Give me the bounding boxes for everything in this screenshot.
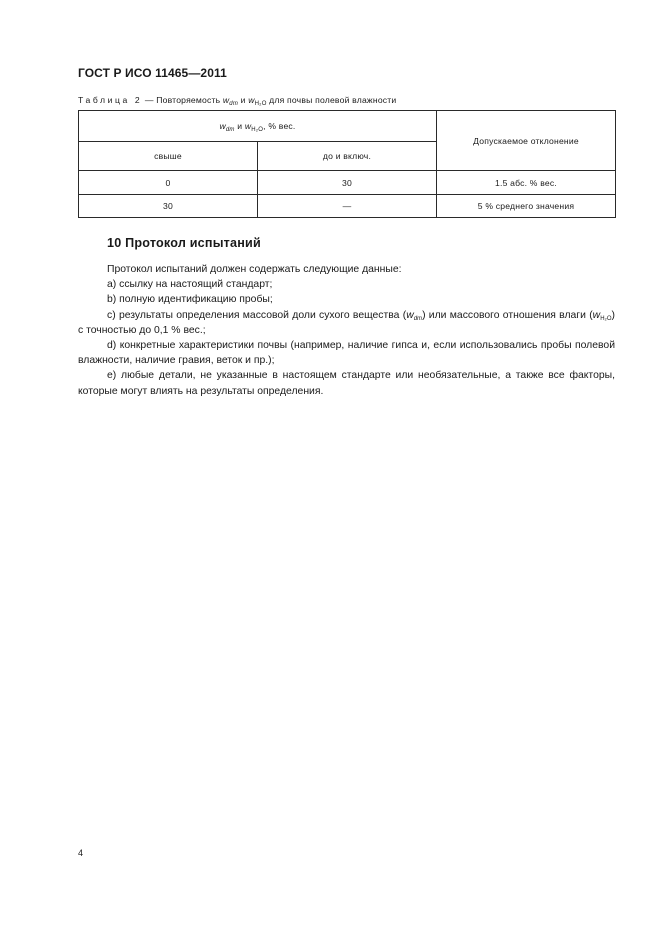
repeatability-table (78, 110, 616, 218)
var-w-h2o: w (244, 121, 252, 131)
table-row (79, 171, 616, 195)
item-c-text: c) результаты определения массовой доли сухого вещества ( (107, 309, 407, 321)
table-row (79, 195, 616, 218)
var-w-dm: w (219, 121, 226, 131)
table-caption (78, 95, 396, 105)
tolerance-cell: 5 % среднего значения (437, 195, 616, 218)
var-w-h2o: w (592, 309, 601, 321)
over-header-cell: свыше (79, 142, 258, 171)
intro-paragraph: Протокол испытаний должен содержать следующие данные: (107, 264, 402, 275)
conjunction: и (238, 95, 249, 105)
var-w-h2o-subscript: H₂O (254, 101, 267, 107)
item-c-paren: ( (589, 309, 593, 321)
upto-header-cell: до и включ. (258, 142, 437, 171)
list-item-a: а) ссылку на настоящий стандарт; (107, 279, 273, 291)
table-caption-text: — Повторяемость (142, 95, 223, 105)
var-w-dm-subscript: dm (225, 127, 235, 133)
list-item-d: d) конкретные характеристики почвы (например, наличие гипса и, если использовались пробы полевой влажности, наличие гравия, веток и пр.); (78, 340, 615, 367)
over-cell: 30 (79, 195, 258, 218)
var-w-dm-subscript: dm (413, 315, 423, 322)
tolerance-cell: 1.5 абс. % вес. (437, 171, 616, 195)
var-w-h2o-subscript: H₂O (600, 315, 612, 322)
section-body (78, 262, 615, 399)
list-item-e: e) любые детали, не указанные в настоящем стандарте или необязательные, а также все факторы, которые могут влиять на результаты определения. (78, 370, 615, 397)
table-caption-tail: для почвы полевой влажности (266, 95, 397, 105)
item-c-text: ) с точностью до 0,1 % вес.; (78, 309, 615, 336)
page-number: 4 (78, 848, 84, 858)
over-cell: 0 (79, 171, 258, 195)
var-w-dm: w (406, 309, 414, 321)
document-header: ГОСТ Р ИСО 11465—2011 (78, 66, 227, 80)
list-item-b: b) полную идентификацию пробы; (107, 294, 273, 306)
var-w-h2o: w (248, 95, 255, 105)
list-item-c (78, 308, 615, 338)
var-w-dm: w (222, 95, 230, 105)
var-w-h2o-subscript: H₂O (251, 127, 264, 133)
var-w-dm-subscript: dm (229, 101, 239, 107)
upto-cell: 30 (258, 171, 437, 195)
upto-cell: — (258, 195, 437, 218)
group-header-cell (79, 111, 437, 142)
conjunction: и (234, 121, 245, 131)
tolerance-header-cell: Допускаемое отклонение (437, 111, 616, 171)
section-title: 10 Протокол испытаний (107, 236, 261, 250)
unit-suffix: , % вес. (263, 121, 296, 131)
table-caption-prefix: Таблица 2 (78, 95, 143, 105)
item-c-text: ) или массового отношения влаги (422, 309, 586, 321)
